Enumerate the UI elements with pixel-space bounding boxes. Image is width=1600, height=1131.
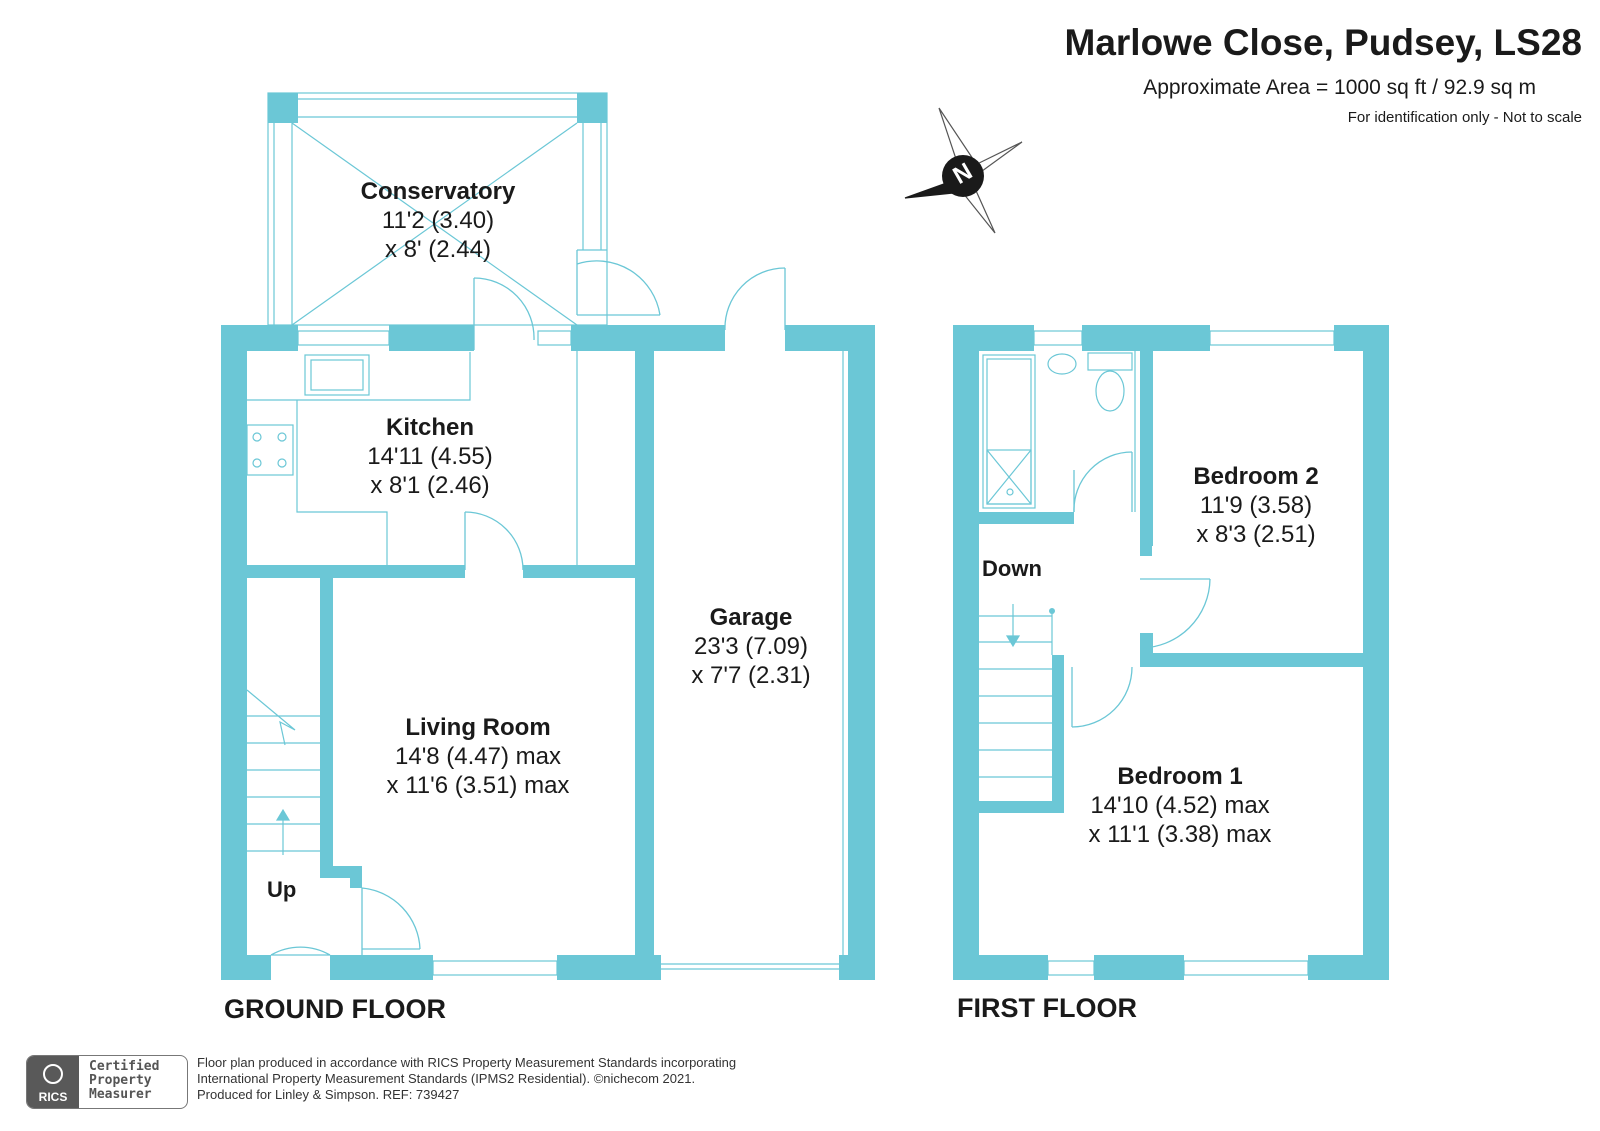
room-dimension: 14'10 (4.52) max <box>1090 792 1270 819</box>
room-dimension: x 8'1 (2.46) <box>370 472 490 499</box>
room-dimension: x 11'6 (3.51) max <box>386 772 570 799</box>
room-dimension: x 7'7 (2.31) <box>691 662 811 689</box>
ground-stairs <box>247 690 320 855</box>
room-dimension: 14'11 (4.55) <box>367 443 493 470</box>
room-label-garage <box>651 603 851 690</box>
rics-logo: RICS <box>27 1056 79 1108</box>
room-dimension: x 8' (2.44) <box>385 236 491 263</box>
disclaimer-note: For identification only - Not to scale <box>1347 109 1582 126</box>
room-dimension: x 8'3 (2.51) <box>1196 521 1316 548</box>
badge-text: Certified Property Measurer <box>89 1059 160 1102</box>
footer-line: Floor plan produced in accordance with RICS Property Measurement Standards incorporating <box>197 1055 737 1070</box>
first-floor-label: FIRST FLOOR <box>957 993 1137 1023</box>
room-dimension: 23'3 (7.09) <box>694 633 808 660</box>
newel-post <box>1049 608 1055 614</box>
stairs-up-label: Up <box>267 877 297 902</box>
footer-disclaimer <box>197 1055 736 1103</box>
page-title: Marlowe Close, Pudsey, LS28 <box>1064 22 1582 63</box>
bathroom-fixtures <box>983 351 1135 512</box>
footer-line: Produced for Linley & Simpson. REF: 739427 <box>197 1087 460 1102</box>
approximate-area: Approximate Area = 1000 sq ft / 92.9 sq m <box>1143 76 1536 99</box>
room-name: Kitchen <box>385 414 474 441</box>
room-name: Conservatory <box>360 178 516 205</box>
first-floor-stairs <box>979 604 1052 777</box>
room-name: Garage <box>709 604 793 631</box>
room-dimension: 11'2 (3.40) <box>381 207 495 234</box>
rics-certified-badge <box>26 1055 188 1109</box>
room-label-bedroom-1 <box>1060 762 1300 849</box>
room-dimension: 14'8 (4.47) max <box>395 743 561 770</box>
ground-floor-label: GROUND FLOOR <box>224 994 446 1024</box>
stairs-down-label: Down <box>982 556 1042 581</box>
room-name: Bedroom 1 <box>1117 763 1243 790</box>
compass-label: N <box>948 157 978 190</box>
rics-emblem-icon <box>43 1064 63 1084</box>
conservatory-frame <box>268 93 607 123</box>
room-label-bedroom-2 <box>1156 462 1356 549</box>
footer-line: International Property Measurement Standards (IPMS2 Residential). ©nichecom 2021. <box>197 1071 696 1086</box>
room-label-conservatory <box>338 177 538 264</box>
room-label-living-room <box>358 713 598 800</box>
first-floor-walls <box>953 325 1389 980</box>
room-label-kitchen <box>330 413 530 500</box>
room-dimension: x 11'1 (3.38) max <box>1088 821 1272 848</box>
room-dimension: 11'9 (3.58) <box>1199 492 1313 519</box>
room-name: Bedroom 2 <box>1193 463 1319 490</box>
room-name: Living Room <box>405 714 551 741</box>
